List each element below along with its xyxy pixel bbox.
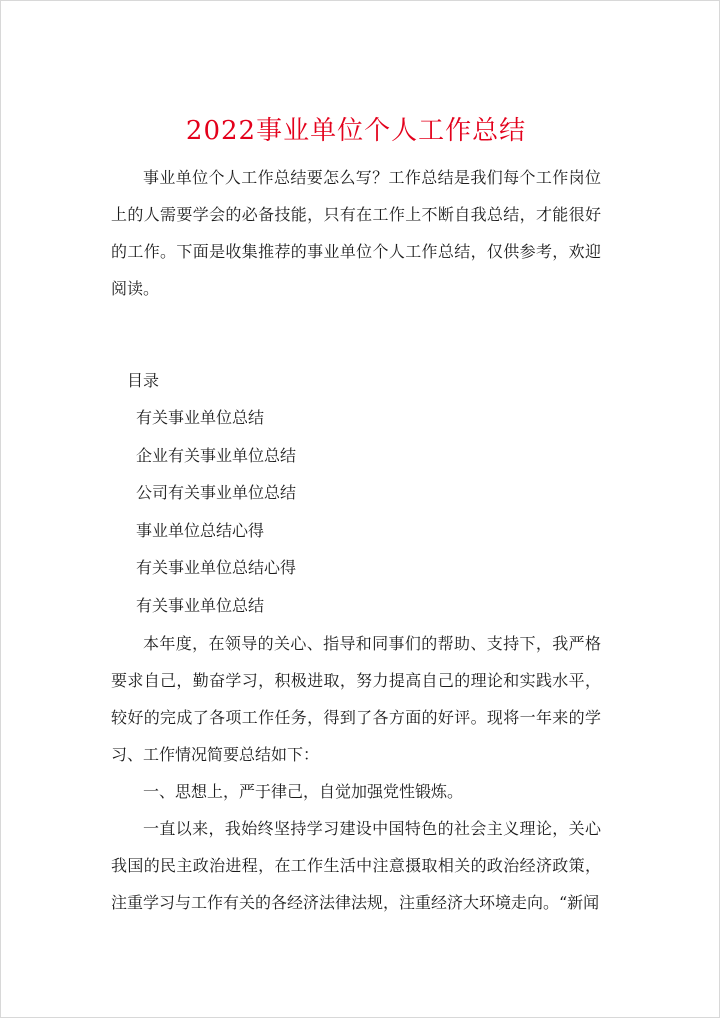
toc-item[interactable]: 有关事业单位总结: [136, 408, 265, 427]
body-paragraph: 一直以来，我始终坚持学习建设中国特色的社会主义理论，关心我国的民主政治进程，在工作生活中注意摄取相关的政治经济政策，注重学习与工作有关的各经济法律法规，注重经济大环境走向。“新闻: [111, 818, 601, 912]
body-paragraph: 本年度，在领导的关心、指导和同事们的帮助、支持下，我严格要求自己，勤奋学习，积极进取，努力提高自己的理论和实践水平，较好的完成了各项工作任务，得到了各方面的好评。现将一年来的学习、工作情况简要总结如下：: [111, 633, 601, 764]
toc-heading: 目录: [127, 371, 160, 390]
toc-item[interactable]: 企业有关事业单位总结: [136, 445, 297, 465]
section-heading: 一、思想上，严于律己，自觉加强党性锻炼。: [143, 781, 464, 801]
toc-item[interactable]: 有关事业单位总结: [136, 595, 265, 615]
document-content: [111, 111, 601, 921]
toc-item[interactable]: 事业单位总结心得: [136, 520, 265, 540]
intro-paragraph: 事业单位个人工作总结要怎么写？工作总结是我们每个工作岗位上的人需要学会的必备技能，只有在工作上不断自我总结，才能很好的工作。下面是收集推荐的事业单位个人工作总结，仅供参考，欢迎阅读。: [111, 168, 601, 298]
toc-list: [111, 399, 601, 625]
document-title: 2022事业单位个人工作总结: [185, 116, 527, 146]
toc-item[interactable]: 有关事业单位总结心得: [136, 558, 297, 578]
toc-item[interactable]: 公司有关事业单位总结: [136, 483, 297, 503]
